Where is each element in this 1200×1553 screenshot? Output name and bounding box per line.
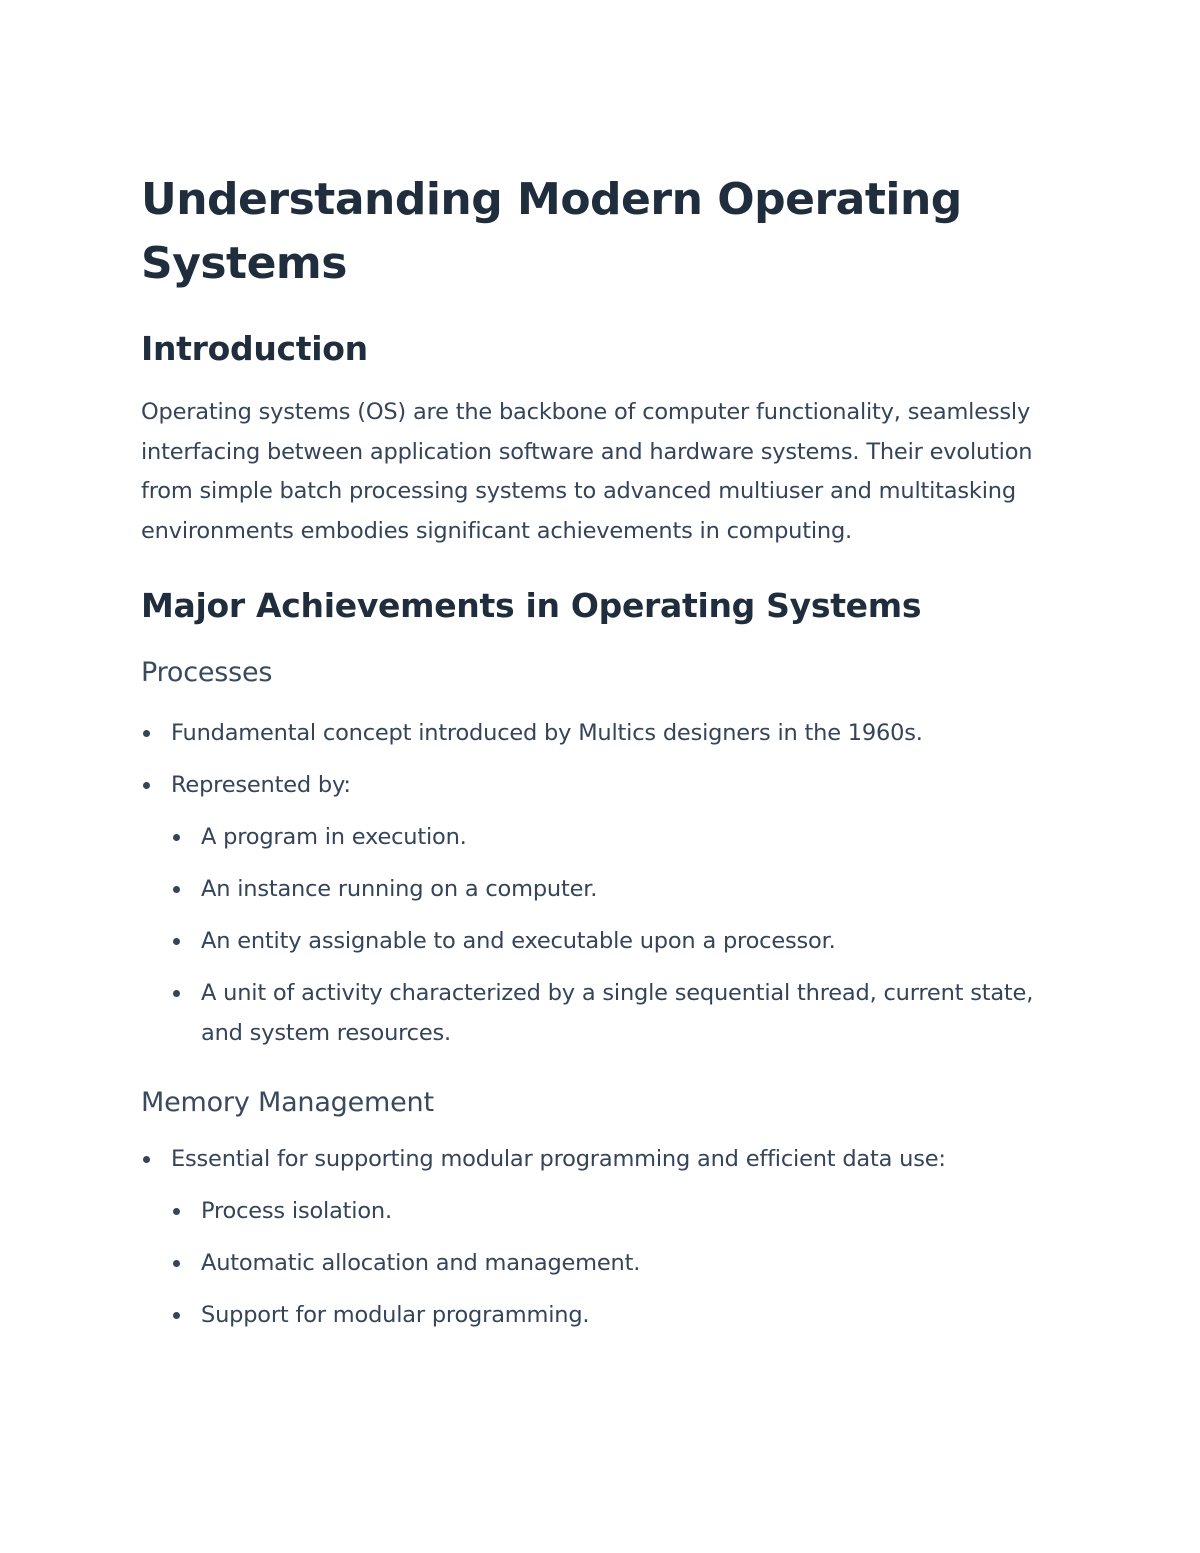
list-item: Support for modular programming. [171,1295,1061,1335]
memory-management-heading: Memory Management [141,1087,434,1118]
introduction-heading: Introduction [141,329,368,368]
memory-list [141,1139,1061,1335]
processes-list [141,713,1061,1053]
list-item: An entity assignable to and executable upon a processor. [171,921,1061,961]
document-title: Understanding Modern Operating Systems [141,174,962,289]
list-item: Fundamental concept introduced by Multics designers in the 1960s. [141,713,1061,753]
introduction-paragraph: Operating systems (OS) are the backbone of computer functionality, seamlessly interfacing between application software and hardware systems. Their evolution from simple batch processing systems to advanced multiuser and multitasking environments embodies significant achievements in computing. [141,399,1033,544]
processes-heading: Processes [141,657,273,688]
memory-sub-list [171,1191,1061,1335]
document-page [141,168,1061,1335]
list-item-label: Represented by: [171,772,351,798]
list-item: A unit of activity characterized by a single sequential thread, current state, and system resources. [171,973,1061,1053]
list-item-represented-by [141,765,1061,1053]
list-item: Process isolation. [171,1191,1061,1231]
list-item: A program in execution. [171,817,1061,857]
list-item-essential [141,1139,1061,1335]
achievements-heading: Major Achievements in Operating Systems [141,586,922,625]
list-item: An instance running on a computer. [171,869,1061,909]
list-item: Automatic allocation and management. [171,1243,1061,1283]
list-item-label: Essential for supporting modular programming and efficient data use: [171,1146,946,1172]
processes-sub-list [171,817,1061,1053]
